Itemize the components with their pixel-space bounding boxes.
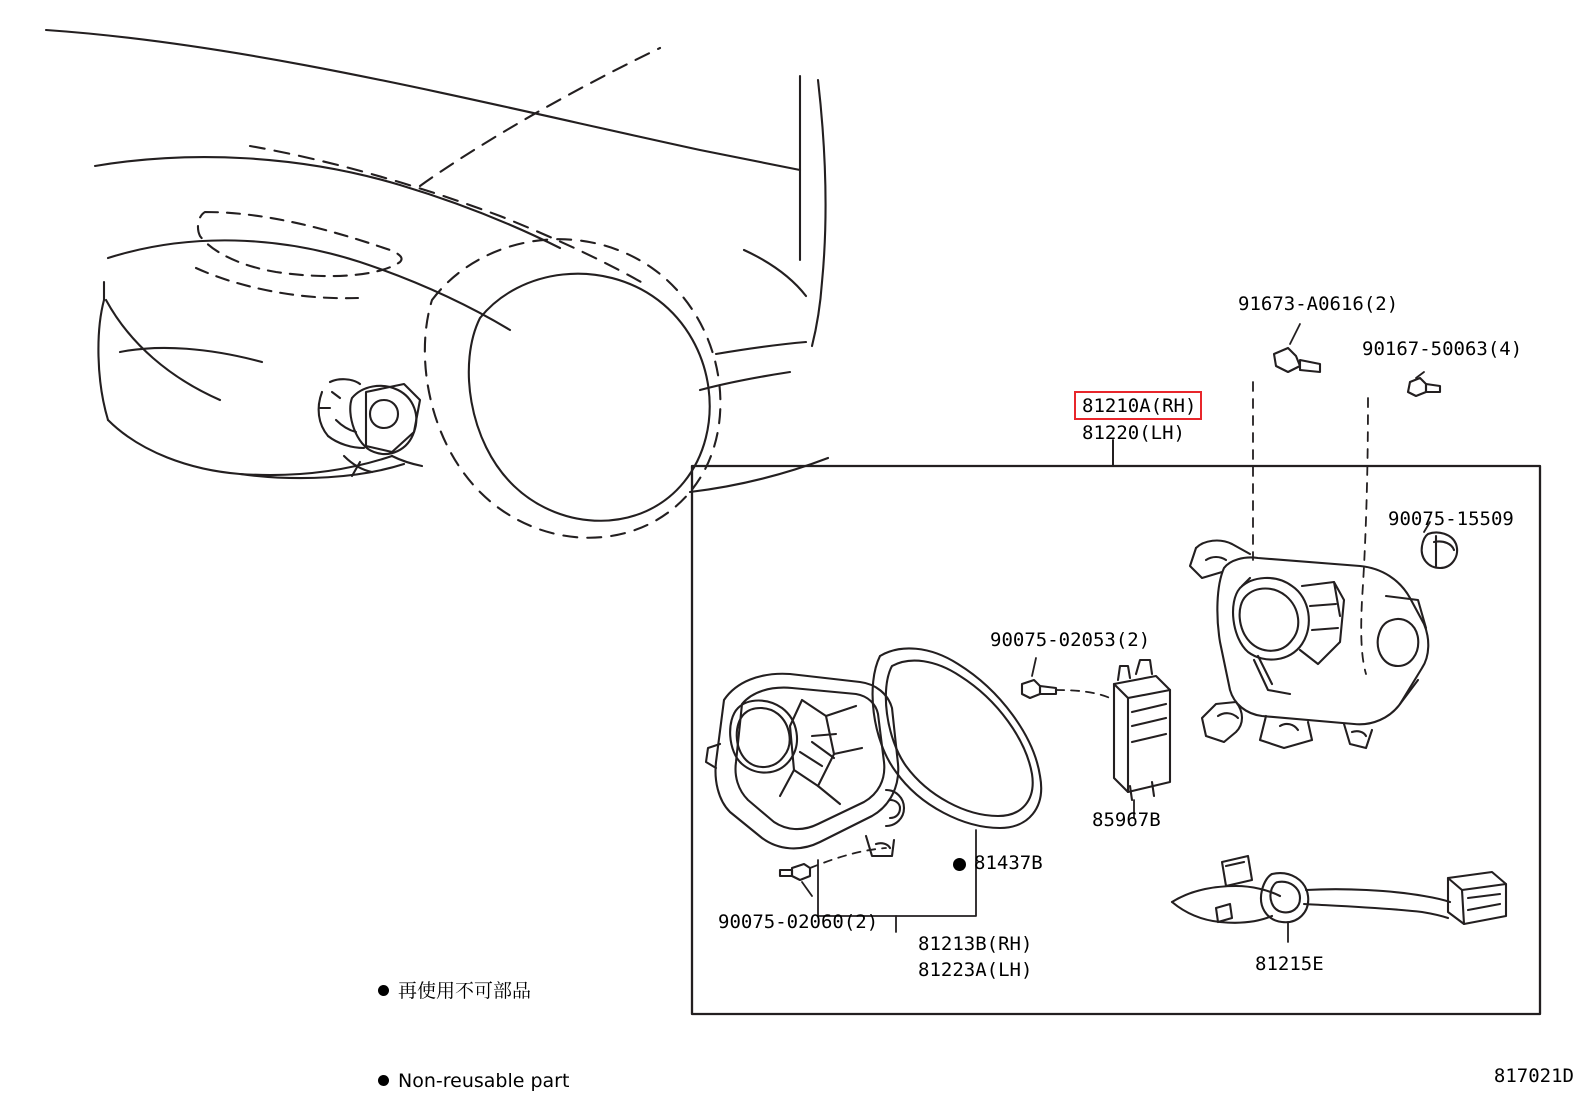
label-90075-02060: 90075-02060(2) xyxy=(718,911,879,933)
label-85967b: 85967B xyxy=(1092,809,1161,831)
bullet-dot-icon xyxy=(378,985,389,996)
legend-text-en: Non-reusable part xyxy=(398,1070,570,1092)
label-90075-15509: 90075-15509 xyxy=(1388,508,1514,530)
label-81215e: 81215E xyxy=(1255,953,1324,975)
legend xyxy=(378,916,569,1099)
legend-text-jp: 再使用不可部品 xyxy=(398,980,532,1002)
label-90167-50063: 90167-50063(4) xyxy=(1362,338,1523,360)
label-81213b-rh: 81213B(RH) xyxy=(918,933,1033,955)
drawing-id: 817021D xyxy=(1493,1065,1574,1087)
non-reusable-dot-81437b xyxy=(953,858,966,871)
label-81210a-rh: 81210A(RH) xyxy=(1082,395,1197,417)
legend-line-jp xyxy=(378,976,569,1006)
bullet-dot-icon xyxy=(378,1075,389,1086)
legend-line-en xyxy=(378,1066,569,1096)
label-81223a-lh: 81223A(LH) xyxy=(918,959,1033,981)
label-81220-lh: 81220(LH) xyxy=(1082,422,1185,444)
label-81437b: 81437B xyxy=(974,852,1043,874)
label-90075-02053: 90075-02053(2) xyxy=(990,629,1151,651)
label-91673-a0616: 91673-A0616(2) xyxy=(1238,293,1399,315)
